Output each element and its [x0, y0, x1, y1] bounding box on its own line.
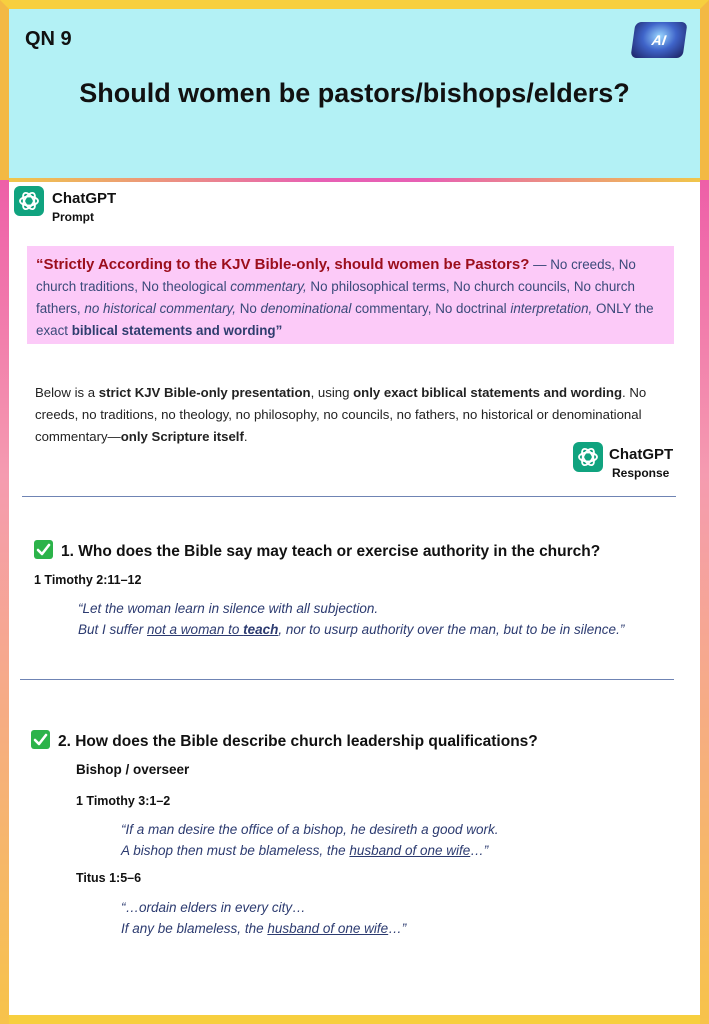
verse-underline-text: not a woman to — [147, 622, 244, 637]
prompt-text-3: No — [235, 301, 261, 316]
check-icon — [31, 730, 50, 749]
section-1-heading — [34, 540, 600, 561]
intro-text-1: Below is a — [35, 385, 99, 400]
verse-text: But I suffer — [78, 622, 148, 637]
prompt-end-quote: ” — [275, 323, 283, 338]
prompt-italic-1: commentary, — [230, 279, 307, 294]
divider-2 — [20, 679, 674, 680]
verse-underline-bold: teach — [243, 622, 279, 637]
section-1-reference: 1 Timothy 2:11–12 — [34, 573, 142, 587]
prompt-italic-4: interpretation, — [510, 301, 593, 316]
verse-line — [121, 918, 406, 939]
verse-line — [121, 840, 498, 861]
prompt-box — [27, 246, 674, 344]
verse-underline: husband of one wife — [349, 843, 471, 858]
prompt-text-5: ONLY the exact — [36, 301, 654, 338]
prompt-text-4: commentary, No doctrinal — [351, 301, 511, 316]
verse-text: …” — [470, 843, 489, 858]
verse-line: “…ordain elders in every city… — [121, 900, 306, 915]
prompt-text-2: No philosophical terms, No church councils, No church fathers, — [36, 279, 635, 316]
section-2-reference-1: 1 Timothy 3:1–2 — [76, 794, 171, 808]
intro-paragraph — [35, 382, 655, 448]
prompt-italic-3: denominational — [260, 301, 352, 316]
chatgpt-icon — [14, 186, 44, 216]
response-badge-title: ChatGPT — [609, 446, 674, 463]
intro-text-3: . No creeds, no traditions, no theology, no philosophy, no councils, no fathers, no historical or denominational commentary— — [35, 385, 647, 444]
prompt-badge-title: ChatGPT — [52, 190, 117, 207]
intro-bold-2: only exact biblical statements and wording — [353, 385, 623, 400]
section-2-verse-1 — [121, 819, 498, 861]
verse-underline — [147, 622, 278, 637]
section-1-heading-text: 1. Who does the Bible say may teach or exercise authority in the church? — [61, 543, 601, 560]
divider-1 — [22, 496, 676, 497]
prompt-lead: “Strictly According to the KJV Bible-only, should women be Pastors? — [36, 256, 530, 273]
chatgpt-icon — [573, 442, 603, 472]
prompt-badge-sub: Prompt — [52, 210, 94, 224]
section-2-subheading: Bishop / overseer — [76, 762, 190, 777]
intro-text-4: . — [243, 429, 248, 444]
section-2-heading-text: 2. How does the Bible describe church leadership qualifications? — [58, 733, 538, 750]
prompt-bold-1: biblical statements and wording — [71, 323, 276, 338]
section-2-reference-2: Titus 1:5–6 — [76, 871, 142, 885]
verse-text: A bishop then must be blameless, the — [121, 843, 350, 858]
section-2-verse-2 — [121, 897, 406, 939]
intro-bold-1: strict KJV Bible-only presentation — [98, 385, 311, 400]
verse-text: , nor to usurp authority over the man, but to be in silence.” — [278, 622, 625, 637]
ai-logo: AI — [630, 22, 687, 58]
intro-bold-3: only Scripture itself — [120, 429, 244, 444]
frame-right-gradient — [700, 180, 709, 1024]
verse-line — [78, 619, 624, 640]
question-number: QN 9 — [25, 28, 72, 50]
check-icon — [34, 540, 53, 559]
response-badge-sub: Response — [612, 466, 670, 480]
verse-text: …” — [388, 921, 407, 936]
prompt-text-1: — No creeds, No church traditions, No theological — [36, 257, 636, 294]
section-2-heading — [31, 730, 538, 751]
intro-text-2: , using — [310, 385, 354, 400]
verse-text: If any be blameless, the — [121, 921, 268, 936]
verse-line: “Let the woman learn in silence with all subjection. — [78, 601, 379, 616]
prompt-italic-2: no historical commentary, — [84, 301, 236, 316]
page-title: Should women be pastors/bishops/elders? — [79, 78, 630, 108]
verse-underline: husband of one wife — [267, 921, 389, 936]
frame-left-gradient — [0, 180, 9, 1024]
verse-line: “If a man desire the office of a bishop, he desireth a good work. — [121, 822, 499, 837]
section-1-verse — [78, 598, 624, 640]
